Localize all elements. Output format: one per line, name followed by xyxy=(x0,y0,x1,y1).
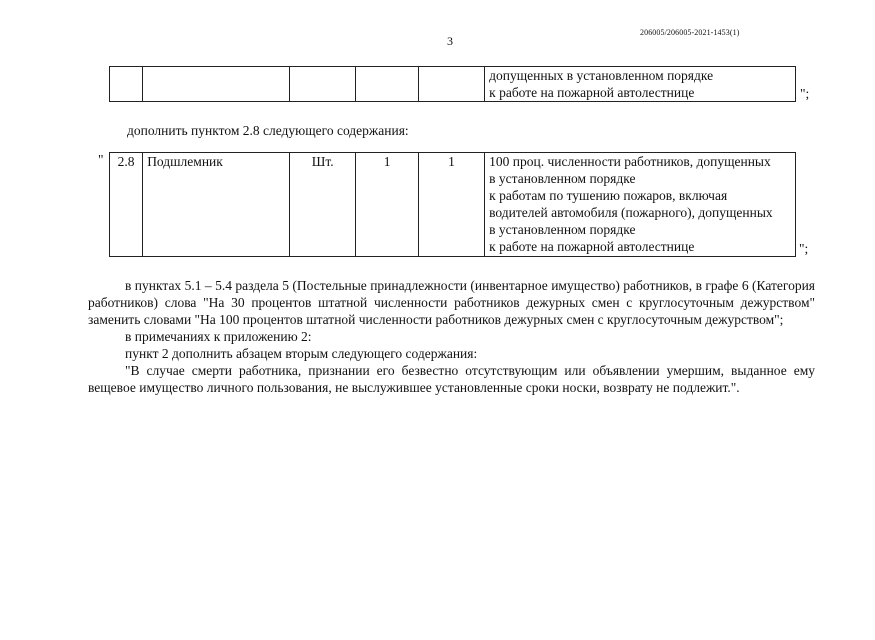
paragraph-item-2: пункт 2 дополнить абзацем вторым следующего содержания: xyxy=(125,346,478,361)
cell-name xyxy=(143,67,290,102)
category-line: в установленном порядке xyxy=(489,222,636,237)
table-row xyxy=(110,67,796,102)
category-line: в установленном порядке xyxy=(489,171,636,186)
opening-quote: " xyxy=(98,152,104,167)
paragraph-section-5: в пунктах 5.1 – 5.4 раздела 5 (Постельные принадлежности (инвентарное имущество) работников, в графе 6 (Категория работников) слова "На 30 процентов штатной численности работников дежурных смен с круглосуточным дежурством" заменить словами "На 100 процентов штатной численности работников дежурных смен с круглосуточным дежурством"; xyxy=(88,278,815,327)
table-fragment-2 xyxy=(109,152,796,257)
page-number: 3 xyxy=(447,34,453,48)
document-id: 206005/206005-2021-1453(1) xyxy=(640,28,740,37)
cell-qty xyxy=(356,67,418,102)
body-text xyxy=(88,277,815,396)
category-line: к работе на пожарной автолестнице xyxy=(489,239,695,254)
cell-qty: 1 xyxy=(356,153,418,257)
table-row xyxy=(110,153,796,257)
paragraph-notes: в примечаниях к приложению 2: xyxy=(125,329,312,344)
category-line: к работе на пожарной автолестнице xyxy=(489,85,695,100)
table-fragment-1 xyxy=(109,66,796,102)
cell-category xyxy=(485,67,796,102)
cell-unit xyxy=(290,67,356,102)
cell-name: Подшлемник xyxy=(143,153,290,257)
closing-quote: "; xyxy=(800,86,810,101)
cell-category xyxy=(485,153,796,257)
cell-num xyxy=(110,67,143,102)
cell-term xyxy=(418,67,484,102)
cell-term: 1 xyxy=(418,153,484,257)
cell-unit: Шт. xyxy=(290,153,356,257)
category-line: к работам по тушению пожаров, включая xyxy=(489,188,728,203)
category-line: водителей автомобиля (пожарного), допущенных xyxy=(489,205,773,220)
add-item-paragraph: дополнить пунктом 2.8 следующего содержания: xyxy=(127,123,409,138)
paragraph-quote: "В случае смерти работника, признании его безвестно отсутствующим или объявлении умершим, выданное ему вещевое имущество личного пользования, не выслужившее установленные сроки носки, возврату не подлежит.". xyxy=(88,363,815,395)
closing-quote: "; xyxy=(799,241,809,256)
category-line: 100 проц. численности работников, допущенных xyxy=(489,154,771,169)
category-line: допущенных в установленном порядке xyxy=(489,68,714,83)
cell-num: 2.8 xyxy=(110,153,143,257)
